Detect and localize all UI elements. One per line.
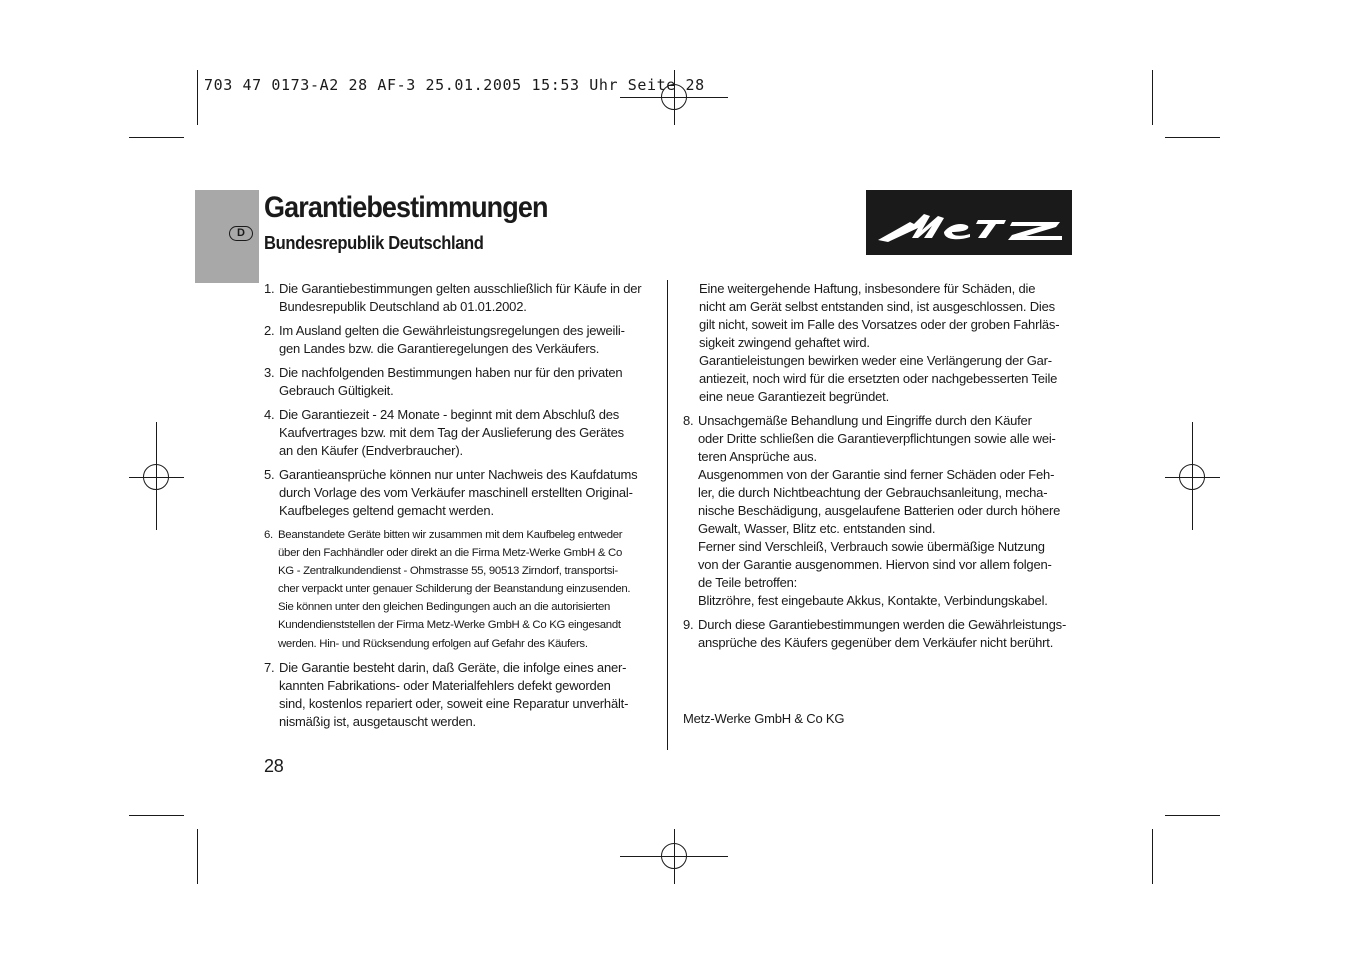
right-column [683,280,1078,658]
page-title: Garantiebestimmungen [264,191,548,224]
text-line: Ausgenommen von der Garantie sind ferner Schäden oder Feh- [698,467,1055,482]
company-name: Metz-Werke GmbH & Co KG [683,711,845,726]
text-line: oder Dritte schließen die Garantieverpflichtungen sowie alle wei- [698,431,1056,446]
text-line: Die Garantiezeit - 24 Monate - beginnt mit dem Abschluß des [279,407,620,422]
crop-mark [197,829,198,884]
metz-logo [866,190,1072,255]
text-line: nismäßig ist, ausgetauscht werden. [279,713,476,729]
text-line: Ferner sind Verschleiß, Verbrauch sowie übermäßige Nutzung [698,539,1045,554]
paragraph [698,412,1078,466]
text-line: gen Landes bzw. die Garantieregelungen des Verkäufers. [279,341,600,356]
text-line: Gewalt, Wasser, Blitz etc. entstanden sind. [698,521,936,536]
list-item [264,659,659,731]
text-line: Unsachgemäße Behandlung und Eingriffe durch den Käufer [698,413,1032,428]
column-divider [667,280,668,750]
list-item-number: 7. [264,659,275,675]
metz-logo-icon [866,190,1072,255]
text-line: Bundesrepublik Deutschland ab 01.01.2002. [279,299,527,314]
list-item-number: 1. [264,281,275,296]
text-line: Beanstandete Geräte bitten wir zusammen mit dem Kaufbeleg entweder [278,529,623,541]
text-line: teren Ansprüche aus. [698,449,817,464]
text-line: Eine weitergehende Haftung, insbesondere für Schäden, die [699,281,1036,296]
text-line: von der Garantie ausgenommen. Hiervon sind vor allem folgen- [698,557,1052,572]
text-line: Garantieansprüche können nur unter Nachweis des Kaufdatums [279,467,638,482]
text-line: Gebrauch Gültigkeit. [279,383,394,398]
paragraph [698,538,1078,592]
text-line: nische Beschädigung, ausgelaufene Batterien oder durch höhere [698,503,1061,518]
text-line: kannten Fabrikations- oder Materialfehlers defekt geworden [279,677,611,693]
text-line: Die Garantie besteht darin, daß Geräte, die infolge eines aner- [279,659,627,675]
list-item-text [278,526,659,653]
list-item-number: 5. [264,467,275,482]
text-line: ler, die durch Nichtbeachtung der Gebrauchsanleitung, mecha- [698,485,1048,500]
list-item-text [279,280,659,316]
print-header: 703 47 0173-A2 28 AF-3 25.01.2005 15:53 Uhr Seite 28 [204,76,705,94]
language-badge: D [229,226,253,241]
text-line: cher verpackt unter genauer Schilderung der Beanstandung einzusenden. [278,583,631,596]
list-item-text [279,364,659,400]
list-item [264,466,659,520]
list-item [683,412,1078,610]
crop-mark [1165,137,1220,138]
crop-mark [1165,815,1220,816]
list-item [264,364,659,400]
list-item-number: 4. [264,407,275,422]
list-item [683,616,1078,652]
page-subtitle: Bundesrepublik Deutschland [264,233,484,253]
list-item-text [698,616,1078,652]
list-item-text [279,659,659,731]
text-line: ansprüche des Käufers gegenüber dem Verkäufer nicht berührt. [698,635,1054,650]
crop-mark [197,70,198,125]
text-line: Sie können unter den gleichen Bedingungen auch an die autorisierten [278,601,611,614]
list-item [264,526,659,653]
crop-mark [129,137,184,138]
paragraph [683,280,1078,352]
page-number: 28 [264,756,284,776]
text-line: durch Vorlage des vom Verkäufer maschinell erstellten Original- [279,485,633,500]
text-line: sind, kostenlos repariert oder, soweit eine Reparatur unverhält- [279,695,629,711]
text-line: Kundendienststellen der Firma Metz-Werke GmbH & Co KG eingesandt [278,619,621,632]
text-line: eine neue Garantiezeit begründet. [699,389,889,404]
list-item-number: 6. [264,529,273,541]
text-line: werden. Hin- und Rücksendung erfolgen auf Gefahr des Käufers. [278,637,588,650]
text-line: Durch diese Garantiebestimmungen werden die Gewährleistungs- [698,617,1067,632]
text-line: Kaufvertrages bzw. mit dem Tag der Auslieferung des Gerätes [279,425,624,440]
list-item [264,406,659,460]
text-line: Blitzröhre, fest eingebaute Akkus, Kontakte, Verbindungskabel. [698,593,1048,608]
text-line: gilt nicht, soweit im Falle des Vorsatzes oder der groben Fahrläs- [699,317,1060,332]
text-line: Im Ausland gelten die Gewährleistungsregelungen des jeweili- [279,323,625,338]
paragraph [698,466,1078,538]
text-line: über den Fachhändler oder direkt an die Firma Metz-Werke GmbH & Co [278,547,623,560]
text-line: Kaufbeleges geltend gemacht werden. [279,503,494,518]
paragraph [698,616,1078,652]
list-item-text [279,322,659,358]
text-line: an den Käufer (Endverbraucher). [279,443,463,458]
list-item-text [698,412,1078,610]
text-line: nicht am Gerät selbst entstanden sind, ist ausgeschlossen. Dies [699,299,1055,314]
list-item-number: 9. [683,617,694,632]
text-line: KG - Zentralkundendienst - Ohmstrasse 55, 90513 Zirndorf, transportsi- [278,565,618,578]
crop-mark [129,815,184,816]
text-line: sigkeit zwingend gehaftet wird. [699,335,870,350]
text-line: Die Garantiebestimmungen gelten ausschließlich für Käufe in der [279,281,642,296]
text-line: antiezeit, noch wird für die ersetzten oder nachgebesserten Teile [699,371,1058,386]
list-item [264,322,659,358]
list-item-text [279,466,659,520]
text-line: Die nachfolgenden Bestimmungen haben nur für den privaten [279,365,623,380]
list-item-number: 2. [264,323,275,338]
list-item-number: 8. [683,413,694,428]
left-column [264,280,659,737]
crop-mark [1152,70,1153,125]
paragraph [698,592,1078,610]
text-line: de Teile betroffen: [698,575,798,590]
list-item-number: 3. [264,365,275,380]
list-item [264,280,659,316]
text-line: Garantieleistungen bewirken weder eine Verlängerung der Gar- [699,353,1052,368]
list-item-text [279,406,659,460]
paragraph [683,352,1078,406]
crop-mark [1152,829,1153,884]
